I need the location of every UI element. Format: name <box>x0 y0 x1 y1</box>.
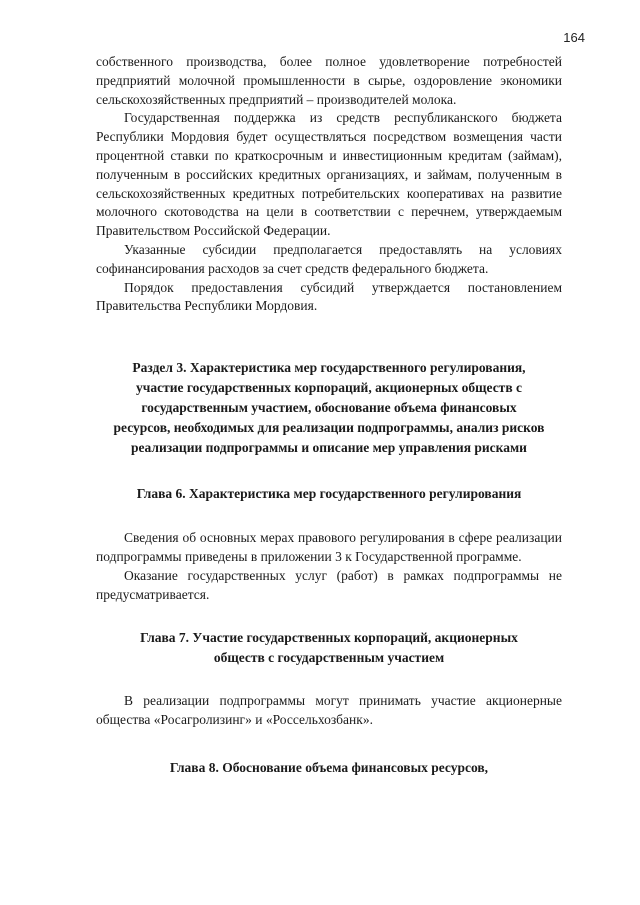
paragraph-participants: В реализации подпрограммы могут принимать участие акционерные общества «Росагролизинг» и «Россельхозбанк». <box>96 693 562 728</box>
chapter-8-title: Глава 8. Обоснование объема финансовых ресурсов, <box>169 759 489 775</box>
paragraph-legal-measures: Сведения об основных мерах правового регулирования в сфере реализации подпрограммы приведены в приложении 3 к Государственной программе. <box>96 530 562 564</box>
section-3-title: Раздел 3. Характеристика мер государственного регулирования, участие государственных корпораций, акционерных обществ с государственным участием, обоснование объема финансовых ресурсов, необходимых для реализации подпрограммы, анализ рисков реализации подпрограммы и описание мер управления рисками <box>113 360 545 456</box>
chapter-7-title: Глава 7. Участие государственных корпораций, акционерных обществ с государственным участием <box>140 630 518 666</box>
page-number: 164 <box>563 30 585 45</box>
paragraph-state-services: Оказание государственных услуг (работ) в рамках подпрограммы не предусматривается. <box>96 567 562 602</box>
paragraph-procedure: Порядок предоставления субсидий утверждается постановлением Правительства Республики Мордовия. <box>96 279 562 314</box>
paragraph-subsidies: Указанные субсидии предполагается предоставлять на условиях софинансирования расходов за счет средств федерального бюджета. <box>96 241 562 276</box>
paragraph-continuation: собственного производства, более полное удовлетворение потребностей предприятий молочной промышленности в сырье, оздоровление экономики сельскохозяйственных предприятий – производителей молока. <box>96 54 562 107</box>
document-body <box>96 53 562 778</box>
chapter-6-title: Глава 6. Характеристика мер государственного регулирования <box>136 486 522 502</box>
paragraph-state-support: Государственная поддержка из средств республиканского бюджета Республики Мордовия будет осуществляться посредством возмещения части процентной ставки по краткосрочным и инвестиционным кредитам (займам), полученным в российских кредитных организациях, и займам, полученным в сельскохозяйственных кредитных потребительских кооперативах на развитие молочного скотоводства на цели в соответствии с перечнем, утверждаемым Правительством Российской Федерации. <box>96 110 562 239</box>
